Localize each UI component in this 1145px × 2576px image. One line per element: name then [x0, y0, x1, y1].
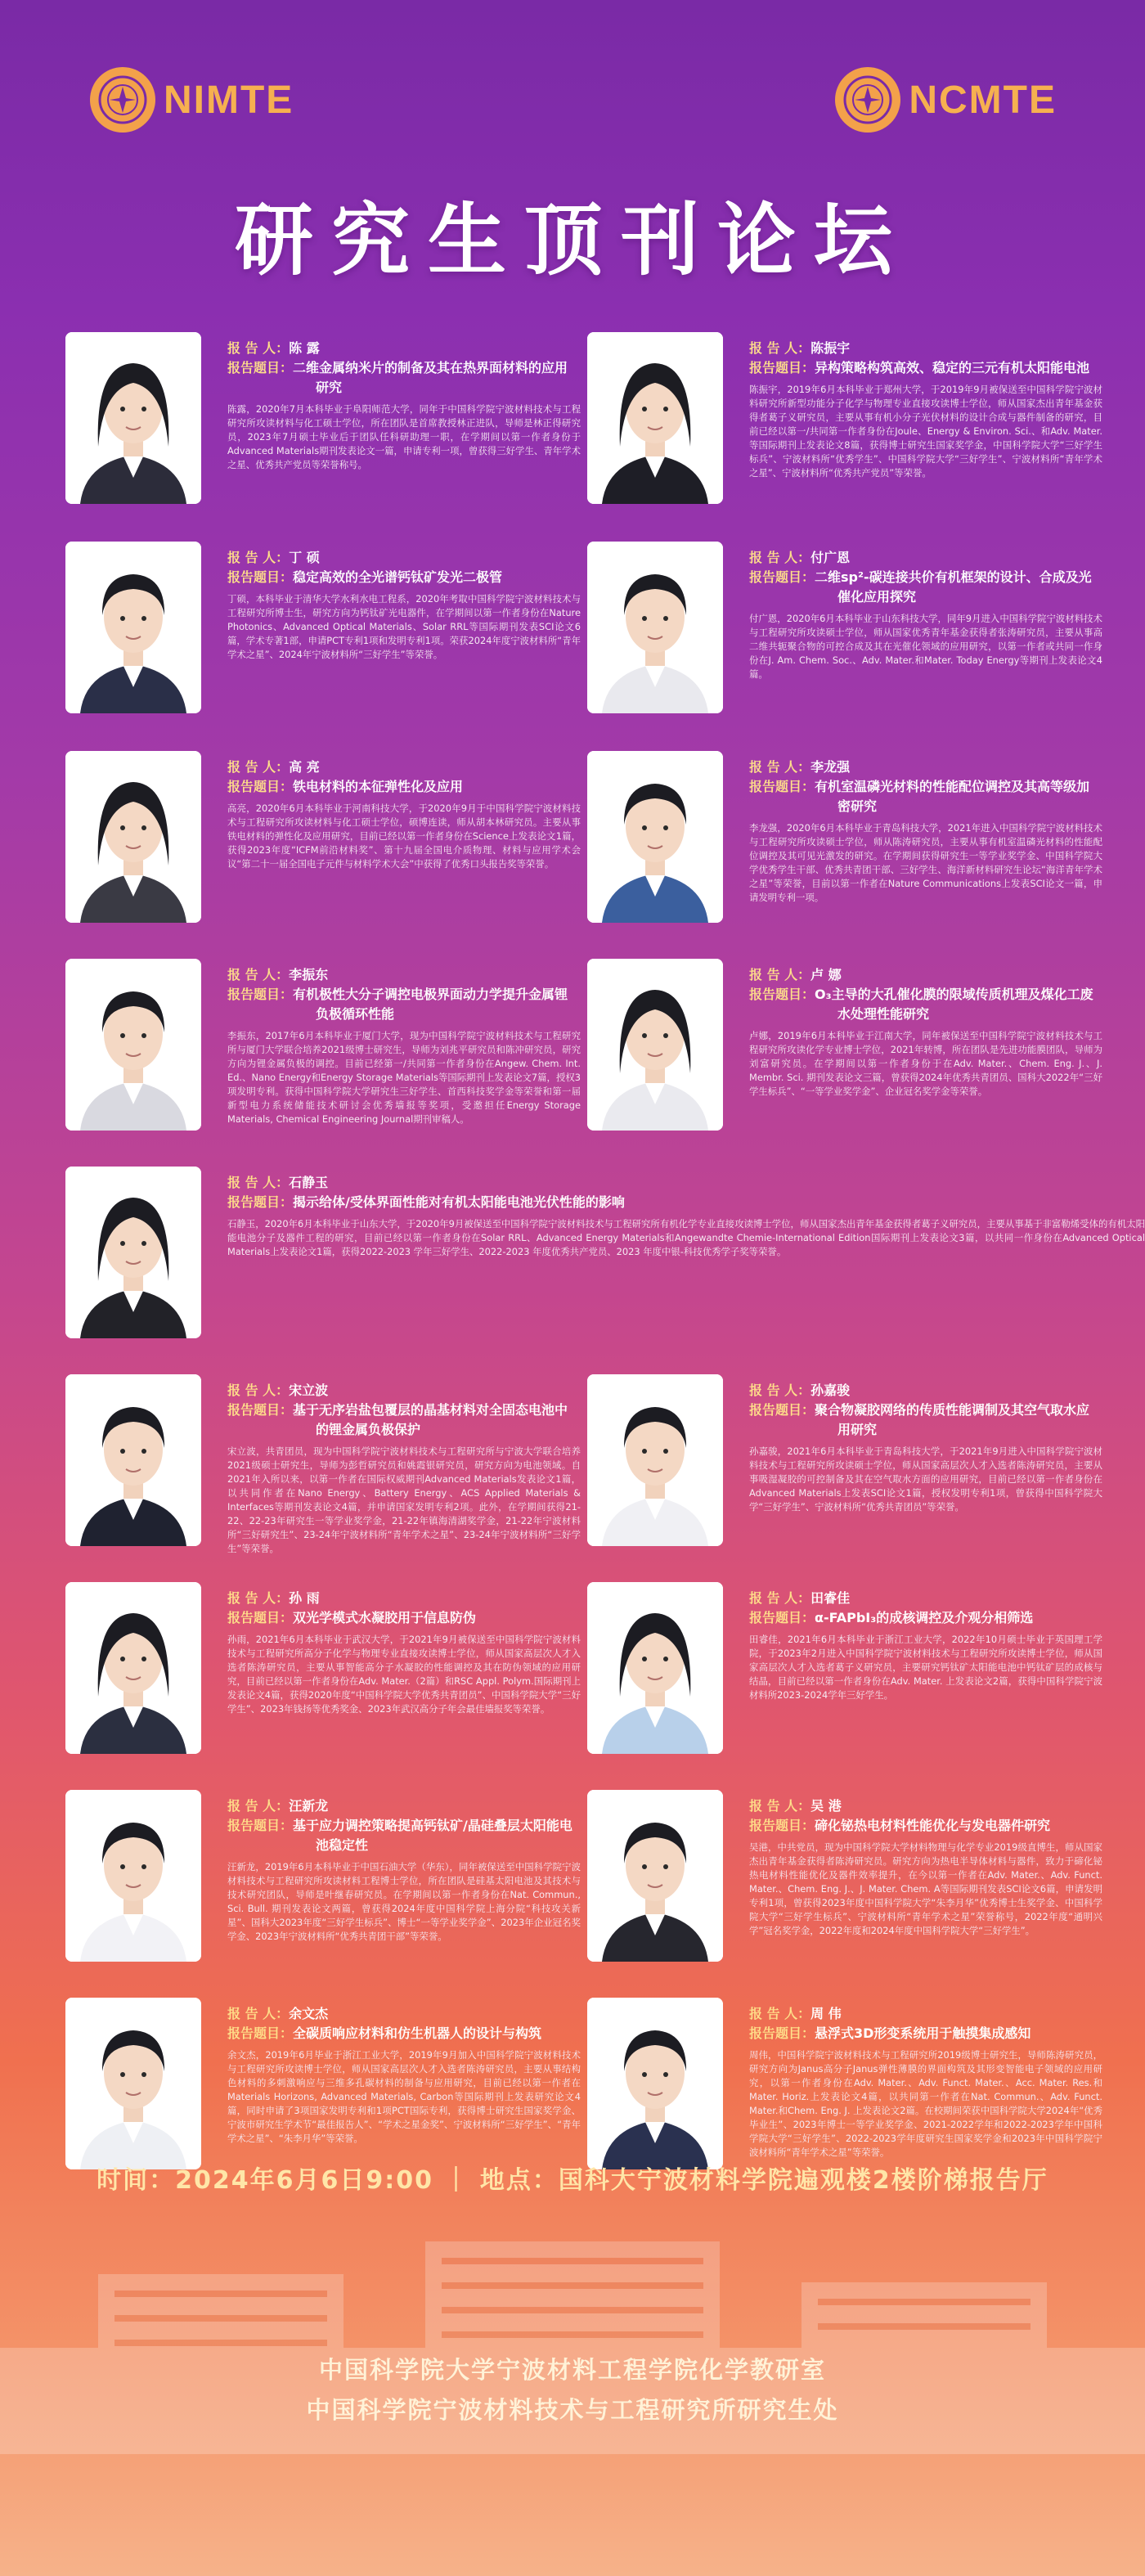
speaker-photo	[587, 332, 723, 504]
speaker-info	[227, 1589, 581, 1716]
topic-row	[227, 1608, 581, 1628]
speaker-card	[587, 751, 1102, 923]
topic-label: 报告题目：	[749, 1402, 815, 1418]
speaker-label: 报 告 人：	[227, 1590, 290, 1606]
speaker-photo	[65, 1998, 201, 2169]
topic-label: 报告题目：	[749, 2025, 815, 2041]
time-location: 时间：2024年6月6日9:00 ｜ 地点：国科大宁波材料学院遍观楼2楼阶梯报告厅	[97, 2166, 1048, 2195]
speaker-card	[65, 542, 581, 713]
speaker-card	[65, 332, 581, 504]
topic-row	[749, 1400, 1102, 1440]
speaker-card	[587, 1374, 1102, 1546]
speaker-topic: 异构策略构筑高效、稳定的三元有机太阳能电池	[815, 360, 1090, 375]
speaker-bio: 周伟，中国科学院宁波材料技术与工程研究所2019级博士研究生，导师陈涛研究员，研究方向为Janus高分子Janus弹性薄膜的界面构筑及其形变智能电子领域的应用研究，以第一作者身份在Adv. Mater.、Adv. Funct. Mater.、Acc. Mater. Res.和Mater. Horiz.上发表论文4篇，以共同第一作者在Nat. Commun.、Adv. Funct. Mater.和Chem. Eng. J. 上发表论文2篇。在校期间荣获中国科学院大学2024年“优秀毕业生”、2023年博士一等学业奖学金、2021-2022学年和2022-2023学年中国科学院大学“三好学生”、2022-2023学年度研究生国家奖学金和2023年中国科学院宁波材料所“青年学术之星”等荣誉。	[749, 2049, 1102, 2158]
speaker-info	[749, 339, 1102, 480]
institute-seal-icon	[835, 67, 900, 133]
speaker-info	[227, 1173, 1145, 1259]
speaker-name: 卢 娜	[810, 967, 842, 982]
topic-row	[227, 777, 581, 797]
speaker-photo	[587, 751, 723, 923]
speaker-row	[749, 548, 1102, 568]
speaker-topic: 基于无序岩盐包覆层的晶基材料对全固态电池中的锂金属负极保护	[293, 1402, 568, 1437]
speaker-label: 报 告 人：	[227, 550, 290, 565]
speaker-info	[227, 965, 581, 1126]
ncmte-logo	[835, 67, 1057, 133]
speaker-topic: 全碳质响应材料和仿生机器人的设计与构筑	[293, 2025, 542, 2041]
topic-row	[227, 1193, 1145, 1212]
speaker-bio: 李龙强，2020年6月本科毕业于青岛科技大学，2021年进入中国科学院宁波材料技术与工程研究所攻读硕士学位，师从陈涛研究员，主要从事有机室温磷光材料的性能配位调控及其可见光激发的研究。在学期间获得研究生一等学业奖学金、中国科学院大学优秀学生干部、优秀共青团干部、三好学生、海洋新材料研究生论坛“海洋青年学术之星”等荣誉，目前以第一作者在Nature Communications上发表SCI论文一篇，申请发明专利一项。	[749, 822, 1102, 903]
speaker-bio: 卢娜，2019年6月本科毕业于江南大学，同年被保送至中国科学院宁波材料技术与工程研究所攻读化学专业博士学位，2021年转博，所在团队是先进功能膜团队，导师为刘富研究员。在学期间以第一作者身份于在Adv. Mater.、Chem. Eng. J.、J. Membr. Sci. 期刊发表论文三篇，曾获得2024年优秀共青团员、国科大2022年“三好学生标兵”、“一等学业奖学金”、企业冠名奖学金等荣誉。	[749, 1030, 1102, 1097]
topic-row	[749, 358, 1102, 378]
topic-row	[227, 1816, 581, 1855]
speaker-photo	[65, 751, 201, 923]
speaker-name: 汪新龙	[289, 1798, 329, 1814]
speaker-label: 报 告 人：	[749, 1798, 811, 1814]
speaker-topic: 二维sp²-碳连接共价有机框架的设计、合成及光催化应用探究	[815, 569, 1092, 605]
speaker-row	[227, 758, 581, 777]
topic-label: 报告题目：	[749, 987, 815, 1002]
speaker-photo	[65, 959, 201, 1131]
speaker-topic: 二维金属纳米片的制备及其在热界面材料的应用研究	[293, 360, 568, 395]
organizer-2: 中国科学院宁波材料技术与工程研究所研究生处	[306, 2396, 839, 2424]
topic-label: 报告题目：	[227, 1194, 294, 1210]
speaker-row	[749, 965, 1102, 985]
topic-row	[749, 1608, 1102, 1628]
speaker-name: 陈 露	[289, 340, 320, 356]
speaker-row	[749, 2004, 1102, 2024]
topic-label: 报告题目：	[227, 1818, 294, 1833]
speaker-bio: 丁硕，本科毕业于清华大学水利水电工程系，2020年考取中国科学院宁波材料技术与工程研究所博士生，研究方向为钙钛矿光电器件，在学期间以第一作者身份在Nature Photonics、Advanced Optical Materials、Solar RRL等国际期刊发表SCI论文6篇，学术专著1部，申请PCT专利1项和发明专利1项。荣获2024年度宁波材料所“青年学术之星”、2024年宁波材料所“三好学生”等荣誉。	[227, 593, 581, 660]
speaker-name: 高 亮	[289, 759, 320, 775]
speaker-bio: 宋立波，共青团员，现为中国科学院宁波材料技术与工程研究所与宁波大学联合培养2021级硕士研究生，导师为彭哲研究员和姚霞银研究员，研究方向为电池领域。自2021年入所以来，以第一作者在国际权威期刊Advanced Materials发表论文1篇，以共同作者在Nano Energy、Battery Energy、ACS Applied Materials & Interfaces等期刊发表论文4篇，并申请国家发明专利2项。此外，在学期间获得21-22、22-23年研究生一等学业奖学金，21-22年镇海清湖奖学金，21-22年宁波材料所“三好研究生”、23-24年宁波材料所“青年学术之星”、23-24年宁波材料所“三好学生”等荣誉。	[227, 1445, 581, 1554]
speaker-info	[227, 1796, 581, 1944]
topic-row	[749, 985, 1102, 1024]
speaker-bio: 孙嘉骏，2021年6月本科毕业于青岛科技大学，于2021年9月进入中国科学院宁波材料技术与工程研究所攻读硕士学位，师从国家高层次人才入选者陈涛研究员，主要从事吸湿凝胶的可控制备及其在空气取水方面的应用研究，目前已经以第一作者身份在Advanced Materials上发表SCI论文1篇，授权发明专利1项，曾获得中国科学院大学“三好学生”、宁波材料所“优秀共青团员”等荣誉。	[749, 1445, 1102, 1513]
speaker-row	[749, 1796, 1102, 1816]
speaker-bio: 高亮，2020年6月本科毕业于河南科技大学，于2020年9月于中国科学院宁波材料技术与工程研究所攻读材料与化工硕士学位，硕博连读，师从胡本林研究员。主要从事铁电材料的弹性化及应用研究，目前已经以第一作者身份在Science上发表论文1篇，获得2023年度“ICFM前沿材料奖”、第十九届全国电介质物理、材料与应用学术会议“第二十一届全国电子元件与材料学术大会”中获得了优秀口头报告奖等荣誉。	[227, 802, 581, 870]
speaker-bio: 田睿佳，2021年6月本科毕业于浙江工业大学，2022年10月硕士毕业于英国理工学院，于2023年2月进入中国科学院宁波材料技术与工程研究所攻读博士学位，师从国家高层次人才入选者葛子义研究员，主要研究钙钛矿太阳能电池中钙钛矿层的成核与结晶，目前已经以第一作者身份在Adv. Mater. 上发表论文2篇，获得中国科学院宁波材料所2023-2024学年三好学生。	[749, 1634, 1102, 1701]
speaker-label: 报 告 人：	[227, 1382, 290, 1398]
topic-label: 报告题目：	[749, 1610, 815, 1625]
page-title: 研究生顶刊论坛	[235, 194, 910, 286]
speaker-topic: 聚合物凝胶网络的传质性能调制及其空气取水应用研究	[815, 1402, 1090, 1437]
speaker-name: 李振东	[289, 967, 329, 982]
speaker-photo	[65, 332, 201, 504]
speaker-name: 孙 雨	[289, 1590, 320, 1606]
topic-row	[749, 568, 1102, 607]
topic-row	[227, 1400, 581, 1440]
speaker-topic: 基于应力调控策略提高钙钛矿/晶硅叠层太阳能电池稳定性	[293, 1818, 572, 1853]
speaker-info	[749, 1589, 1102, 1702]
topic-row	[227, 568, 581, 587]
topic-label: 报告题目：	[227, 1610, 294, 1625]
institute-seal-icon	[90, 67, 155, 133]
topic-row	[749, 1816, 1102, 1836]
speaker-label: 报 告 人：	[749, 967, 811, 982]
speaker-card	[65, 1998, 581, 2169]
speaker-bio: 陈露，2020年7月本科毕业于阜阳师范大学，同年于中国科学院宁波材料技术与工程研究所攻读材料与化工硕士学位，所在团队是首席教授林正进队，导师是林正得研究员，2023年7月硕士毕业后于团队任科研助理一职，在学期间以第一作者身份于Advanced Materials期刊发表论文一篇，申请专利一项，曾获得三好学生、青年学术之星、优秀共产党员等荣誉称号。	[227, 403, 581, 470]
speaker-card	[587, 959, 1102, 1131]
topic-label: 报告题目：	[227, 779, 294, 794]
topic-label: 报告题目：	[227, 987, 294, 1002]
speaker-row	[227, 339, 581, 358]
speaker-row	[227, 1589, 581, 1608]
speaker-bio: 李振东，2017年6月本科毕业于厦门大学，现为中国科学院宁波材料技术与工程研究所与厦门大学联合培养2021级博士研究生，导师为刘兆平研究员和陈冲研究员，研究方向为锂金属负极的调控。目前已经第一/共同第一作者身份在Angew. Chem. Int. Ed.、Nano Energy和Energy Storage Materials等国际期刊上发表论文7篇，授权3项发明专利。获得中国科学院大学研究生三好学生、首西科技奖学金等荣誉和第一届新型电力系统储能技术研讨会优秀墙报等奖项，受邀担任Energy Storage Materials, Chemical Engineering Journal期刊审稿人。	[227, 1030, 581, 1125]
speaker-info	[749, 965, 1102, 1099]
speaker-name: 陈振宇	[810, 340, 851, 356]
speaker-label: 报 告 人：	[227, 1798, 290, 1814]
speaker-name: 李龙强	[810, 759, 851, 775]
speaker-name: 付广恩	[810, 550, 851, 565]
speaker-photo	[587, 1998, 723, 2169]
logo-right-text: NCMTE	[909, 78, 1057, 122]
speaker-name: 丁 硕	[289, 550, 320, 565]
speaker-info	[227, 1381, 581, 1556]
speaker-name: 田睿佳	[810, 1590, 851, 1606]
speaker-name: 孙嘉骏	[810, 1382, 851, 1398]
speaker-name: 吴 港	[810, 1798, 842, 1814]
speaker-row	[227, 2004, 581, 2024]
logo-left-text: NIMTE	[164, 78, 294, 122]
topic-row	[227, 2024, 581, 2043]
speaker-info	[749, 548, 1102, 681]
speaker-info	[227, 758, 581, 871]
speaker-photo	[587, 1790, 723, 1962]
nimte-logo	[90, 67, 294, 133]
speaker-info	[749, 1796, 1102, 1938]
speaker-label: 报 告 人：	[227, 340, 290, 356]
speaker-card	[587, 1790, 1102, 1962]
speaker-info	[227, 2004, 581, 2146]
speaker-topic: 双光学模式水凝胶用于信息防伪	[293, 1610, 477, 1625]
speaker-label: 报 告 人：	[749, 759, 811, 775]
speaker-row	[749, 758, 1102, 777]
speaker-label: 报 告 人：	[749, 1590, 811, 1606]
speaker-bio: 陈振宇，2019年6月本科毕业于郑州大学，于2019年9月被保送至中国科学院宁波材料研究所新型功能分子化学与物理专业直接攻读博士学位，师从国家杰出青年基金获得者葛子义研究员，主要从事有机小分子光伏材料的设计合成与器件制备的研究，目前已经以第一/共同第一作者身份在Joule、Energy & Environ. Sci.、和Adv. Mater.等国际期刊上发表论文8篇，获得博士研究生国家奖学金，中国科学院大学“三好学生标兵”、宁波材料所“优秀学生”、中国科学院大学“三好学生”、宁波材料所“青年学术之星”、宁波材料所“优秀共产党员”等荣誉。	[749, 384, 1102, 479]
speaker-label: 报 告 人：	[227, 759, 290, 775]
speaker-row	[749, 1381, 1102, 1400]
speaker-label: 报 告 人：	[749, 550, 811, 565]
speaker-topic: 铁电材料的本征弹性化及应用	[293, 779, 464, 794]
speaker-label: 报 告 人：	[227, 2006, 290, 2021]
speaker-row	[227, 965, 581, 985]
speaker-topic: 揭示给体/受体界面性能对有机太阳能电池光伏性能的影响	[293, 1194, 625, 1210]
speaker-photo	[65, 1582, 201, 1754]
speaker-topic: 悬浮式3D形变系统用于触摸集成感知	[815, 2025, 1031, 2041]
speaker-photo	[65, 1374, 201, 1546]
speaker-row	[749, 339, 1102, 358]
speaker-card	[65, 1374, 581, 1554]
speaker-topic: α-FAPbI₃的成核调控及介观分相筛选	[815, 1610, 1034, 1625]
topic-label: 报告题目：	[749, 360, 815, 375]
speaker-row	[227, 1381, 581, 1400]
topic-label: 报告题目：	[749, 779, 815, 794]
speaker-label: 报 告 人：	[749, 2006, 811, 2021]
speaker-bio: 孙雨，2021年6月本科毕业于武汉大学，于2021年9月被保送至中国科学院宁波材料技术与工程研究所高分子化学与物理专业直接攻读博士学位，师从国家高层次人才入选者陈涛研究员，主要从事智能高分子水凝胶的性能调控及其在防伪领域的应用研究，目前已经以第一作者身份在Adv. Mater.（2篇）和RSC Appl. Polym.国际期刊上发表论文4篇，获得2020年度“中国科学院大学优秀共青团员”、中国科学院大学“三好学生”、2023年钱扬等优秀奖金、2023年武汉高分子年会最佳墙报奖等荣誉。	[227, 1634, 581, 1715]
speaker-label: 报 告 人：	[749, 340, 811, 356]
topic-row	[227, 985, 581, 1024]
speaker-photo	[65, 1167, 201, 1338]
topic-label: 报告题目：	[749, 1818, 815, 1833]
speaker-name: 石静玉	[289, 1175, 329, 1190]
speaker-row	[227, 1173, 1145, 1193]
topic-row	[227, 358, 581, 398]
speaker-card	[65, 1790, 581, 1962]
speaker-photo	[587, 542, 723, 713]
topic-label: 报告题目：	[227, 360, 294, 375]
speaker-topic: 碲化铋热电材料性能优化与发电器件研究	[815, 1818, 1051, 1833]
speaker-row	[227, 1796, 581, 1816]
speaker-photo	[587, 1582, 723, 1754]
speaker-card	[587, 332, 1102, 504]
speaker-info	[227, 548, 581, 662]
topic-label: 报告题目：	[227, 1402, 294, 1418]
speaker-row	[749, 1589, 1102, 1608]
speaker-label: 报 告 人：	[227, 967, 290, 982]
topic-label: 报告题目：	[749, 569, 815, 585]
speaker-photo	[65, 542, 201, 713]
speaker-photo	[65, 1790, 201, 1962]
speaker-card	[65, 1167, 1145, 1338]
speaker-card	[587, 1998, 1102, 2169]
speaker-info	[749, 758, 1102, 905]
speaker-bio: 付广恩，2020年6月本科毕业于山东科技大学，同年9月进入中国科学院宁波材料技术与工程研究所攻读硕士学位，师从国家优秀青年基金获得者张涛研究员，主要从事高二维共轭聚合物的可控合成及其在光催化领域的应用研究，以第一作者或共同一作身份在J. Am. Chem. Soc.、Adv. Mater.和Mater. Today Energy等期刊上发表论文4篇。	[749, 613, 1102, 680]
speaker-topic: O₃主导的大孔催化膜的限域传质机理及煤化工废水处理性能研究	[815, 987, 1093, 1022]
speaker-info	[749, 1381, 1102, 1514]
speaker-name: 余文杰	[289, 2006, 329, 2021]
speaker-bio: 石静玉，2020年6月本科毕业于山东大学，于2020年9月被保送至中国科学院宁波材料技术与工程研究所有机化学专业直接攻读博士学位，师从国家杰出青年基金获得者葛子义研究员，主要从事基于非富勒烯受体的有机太阳能电池分子及器件工程的研究，目前已经以第一作者身份在Solar RRL、Advanced Energy Materials和Angewandte Chemie-International Edition国际期刊上发表论文3篇，以共同一作身份在Advanced Optical Materials上发表论文1篇，获得2022-2023 学年三好学生、2022-2023 年度优秀共产党员、2023 年度中银-科技优秀学子奖等荣誉。	[227, 1218, 1145, 1257]
speaker-row	[227, 548, 581, 568]
speaker-bio: 汪新龙，2019年6月本科毕业于中国石油大学（华东），同年被保送至中国科学院宁波材料技术与工程研究所攻读材料工程博士学位，所在团队是硅基太阳电池及其技术与技术研究团队，导师是叶继春研究员。在学期间以第一作者身份在Nat. Commun., Sci. Bull. 期刊发表论文两篇，曾获得2024年度中国科学院上海分院“科技攻关新星”、国科大2023年度“三好学生标兵”、博士“一等学业奖学金”、2023年企业冠名奖学金、2023年宁波材料所“优秀共青团干部”等荣誉。	[227, 1861, 581, 1942]
speaker-card	[65, 751, 581, 923]
speaker-card	[587, 542, 1102, 713]
speaker-card	[65, 959, 581, 1131]
speaker-info	[749, 2004, 1102, 2160]
speaker-info	[227, 339, 581, 472]
topic-label: 报告题目：	[227, 2025, 294, 2041]
speaker-topic: 稳定高效的全光谱钙钛矿发光二极管	[293, 569, 503, 585]
speaker-label: 报 告 人：	[749, 1382, 811, 1398]
speaker-bio: 吴港，中共党员，现为中国科学院大学材料物理与化学专业2019级直博生，师从国家杰出青年基金获得者陈涛研究员。研究方向为热电半导体材料与器件，致力于碲化铋热电材料性能优化及器件效率提升，在今以第一作者在Adv. Mater.、Adv. Funct. Mater.、Chem. Eng. J.、J. Mater. Chem. A等国际期刊发表SCI论文6篇，申请发明专利1项，曾获得2023年度中国科学院大学“朱李月华”优秀博士生奖学金、中国科学院大学“三好学生标兵”、宁波材料所“青年学术之星”荣誉称号，2022年度“通明兴学”冠名奖学金，2022年度和2024年度中国科学院大学“三好学生”。	[749, 1841, 1102, 1936]
speaker-topic: 有机室温磷光材料的性能配位调控及其高等级加密研究	[815, 779, 1090, 814]
speaker-card	[65, 1582, 581, 1754]
topic-label: 报告题目：	[227, 569, 294, 585]
topic-row	[749, 777, 1102, 816]
speaker-photo	[587, 1374, 723, 1546]
speaker-bio: 余文杰，2019年6月毕业于浙江工业大学，2019年9月加入中国科学院宁波材料技术与工程研究所攻读博士学位，师从国家高层次人才入选者陈涛研究员，主要从事结构色材料的多刺激响应与三维多孔碳材料的制备与应用研究，目前已经以第一作者在Materials Horizons, Advanced Materials, Carbon等国际期刊上发表研究论文4篇，同时申请了3项国家发明专利和1项PCT国际专利，获得博士研究生国家奖学金、宁波市研究生学术节“最佳报告人”、“学术之星金奖”、宁波材料所“三好学生”、“青年学术之星”、“朱李月华”等荣誉。	[227, 2049, 581, 2144]
speaker-card	[587, 1582, 1102, 1754]
speaker-photo	[587, 959, 723, 1131]
speaker-name: 周 伟	[810, 2006, 842, 2021]
organizer-1: 中国科学院大学宁波材料工程学院化学教研室	[318, 2356, 826, 2384]
speaker-name: 宋立波	[289, 1382, 329, 1398]
speaker-label: 报 告 人：	[227, 1175, 290, 1190]
speaker-topic: 有机极性大分子调控电极界面动力学提升金属锂负极循环性能	[293, 987, 568, 1022]
topic-row	[749, 2024, 1102, 2043]
